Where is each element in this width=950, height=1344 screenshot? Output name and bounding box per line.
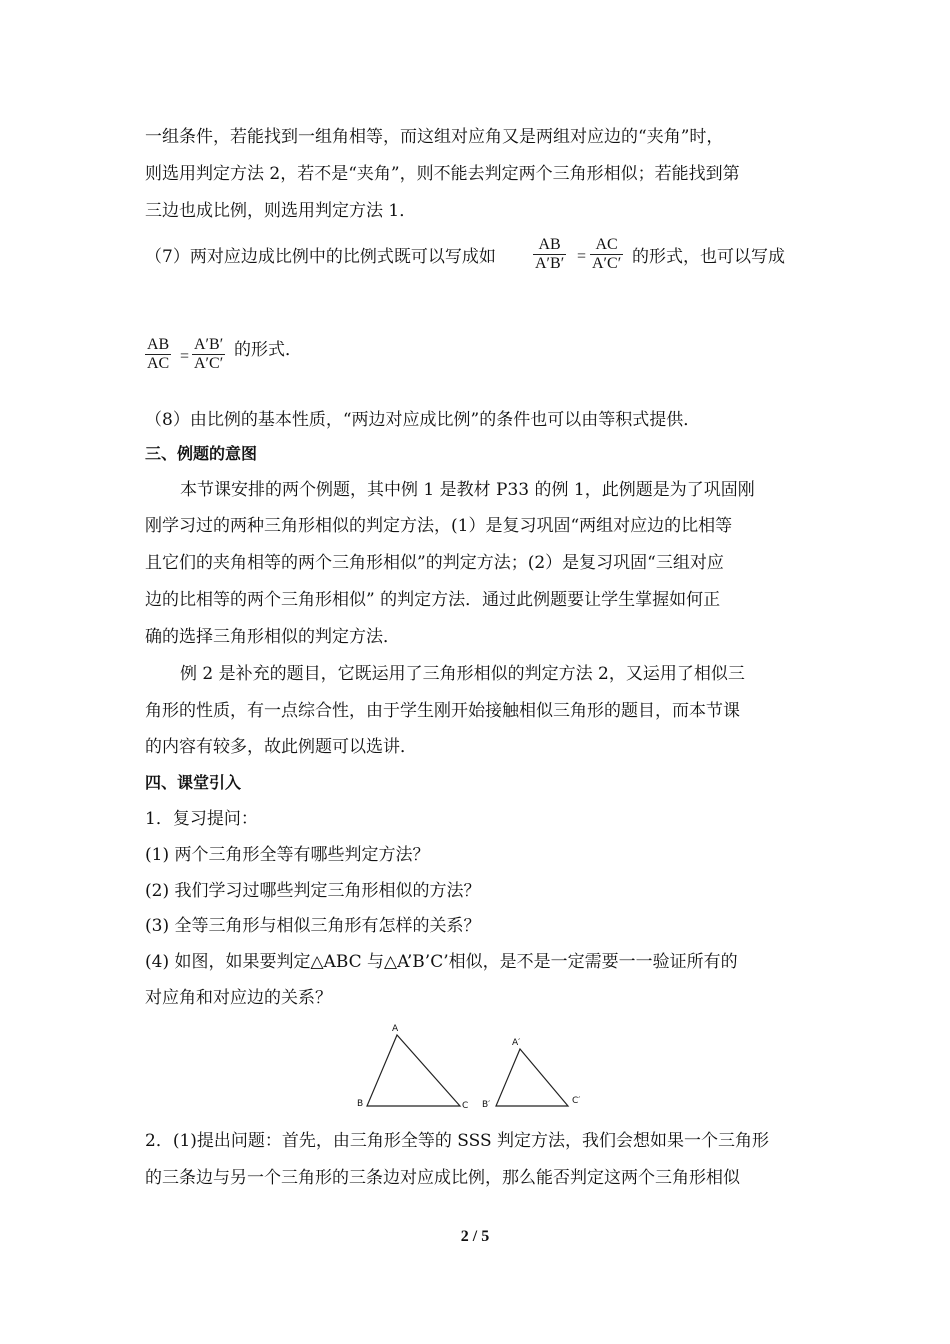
fraction-numerator: A′B′ — [194, 336, 224, 353]
paragraph-line: 且它们的夹角相等的两个三角形相似”的判定方法；(2）是复习巩固“三组对应 — [145, 553, 724, 573]
paragraph-line: 角形的性质，有一点综合性，由于学生刚开始接触相似三角形的题目，而本节课 — [145, 701, 740, 721]
review-heading: 1．复习提问： — [145, 809, 258, 829]
vertex-label-c-prime: C′ — [572, 1096, 581, 1106]
equals-sign: = — [180, 348, 190, 365]
page-number: 2 / 5 — [460, 1228, 490, 1245]
fraction-ab-over-a1b1 — [533, 236, 566, 273]
fraction-denominator: A′C′ — [194, 355, 224, 372]
fraction-a1b1-over-a1c1 — [192, 336, 225, 373]
equals-sign: = — [577, 248, 587, 265]
fraction-ab-over-ac — [145, 336, 171, 373]
fraction-denominator: A′B′ — [535, 255, 565, 272]
fraction-ac-over-a1c1 — [590, 236, 623, 273]
paragraph-line: 三边也成比例，则选用判定方法 1． — [145, 201, 417, 221]
paragraph-line: 一组条件，若能找到一组角相等，而这组对应角又是两组对应边的“夹角”时， — [145, 127, 724, 147]
paragraph-line: 2．(1)提出问题：首先，由三角形全等的 SSS 判定方法，我们会想如果一个三角形 — [145, 1131, 770, 1151]
vertex-label-c: C — [462, 1101, 469, 1111]
item-7-intro: （7）两对应边成比例中的比例式既可以写成如 — [145, 247, 496, 267]
paragraph-line: 确的选择三角形相似的判定方法． — [145, 627, 400, 647]
fraction-numerator: AB — [538, 236, 561, 253]
fraction-numerator: AC — [595, 236, 618, 253]
item-7-ending: 的形式． — [234, 340, 302, 360]
vertex-label-b-prime: B′ — [482, 1100, 491, 1110]
question-4-continued: 对应角和对应边的关系？ — [145, 988, 332, 1008]
vertex-label-b: B — [357, 1099, 364, 1109]
similar-triangles-figure — [350, 1015, 590, 1119]
fraction-numerator: AB — [147, 336, 170, 353]
question-3: (3) 全等三角形与相似三角形有怎样的关系？ — [145, 916, 481, 936]
triangle-a1b1c1 — [496, 1049, 568, 1106]
section-heading-3: 三、例题的意图 — [145, 444, 258, 463]
question-4: (4) 如图，如果要判定△ABC 与△A’B’C’相似，是不是一定需要一一验证所有的 — [145, 952, 738, 972]
question-2: (2) 我们学习过哪些判定三角形相似的方法？ — [145, 881, 481, 901]
paragraph-line: 则选用判定方法 2，若不是“夹角”，则不能去判定两个三角形相似；若能找到第 — [145, 164, 740, 184]
triangle-abc — [367, 1035, 460, 1106]
paragraph-line: 本节课安排的两个例题，其中例 1 是教材 P33 的例 1，此例题是为了巩固刚 — [180, 480, 755, 500]
paragraph-line: 的内容有较多，故此例题可以选讲． — [145, 737, 417, 757]
section-heading-4: 四、课堂引入 — [145, 773, 242, 792]
vertex-label-a-prime: A′ — [512, 1038, 521, 1048]
fraction-denominator: AC — [147, 355, 170, 372]
paragraph-line: 刚学习过的两种三角形相似的判定方法，(1）是复习巩固“两组对应边的比相等 — [145, 516, 733, 536]
question-1: (1) 两个三角形全等有哪些判定方法？ — [145, 845, 430, 865]
paragraph-line: 例 2 是补充的题目，它既运用了三角形相似的判定方法 2，又运用了相似三 — [180, 664, 745, 684]
item-7-continuation: 的形式，也可以写成 — [632, 247, 785, 267]
paragraph-line: 的三条边与另一个三角形的三条边对应成比例，那么能否判定这两个三角形相似 — [145, 1168, 740, 1188]
fraction-denominator: A′C′ — [592, 255, 622, 272]
vertex-label-a: A — [392, 1024, 399, 1034]
item-8: （8）由比例的基本性质，“两边对应成比例”的条件也可以由等积式提供． — [145, 410, 701, 430]
paragraph-line: 边的比相等的两个三角形相似” 的判定方法．通过此例题要让学生掌握如何正 — [145, 590, 721, 610]
